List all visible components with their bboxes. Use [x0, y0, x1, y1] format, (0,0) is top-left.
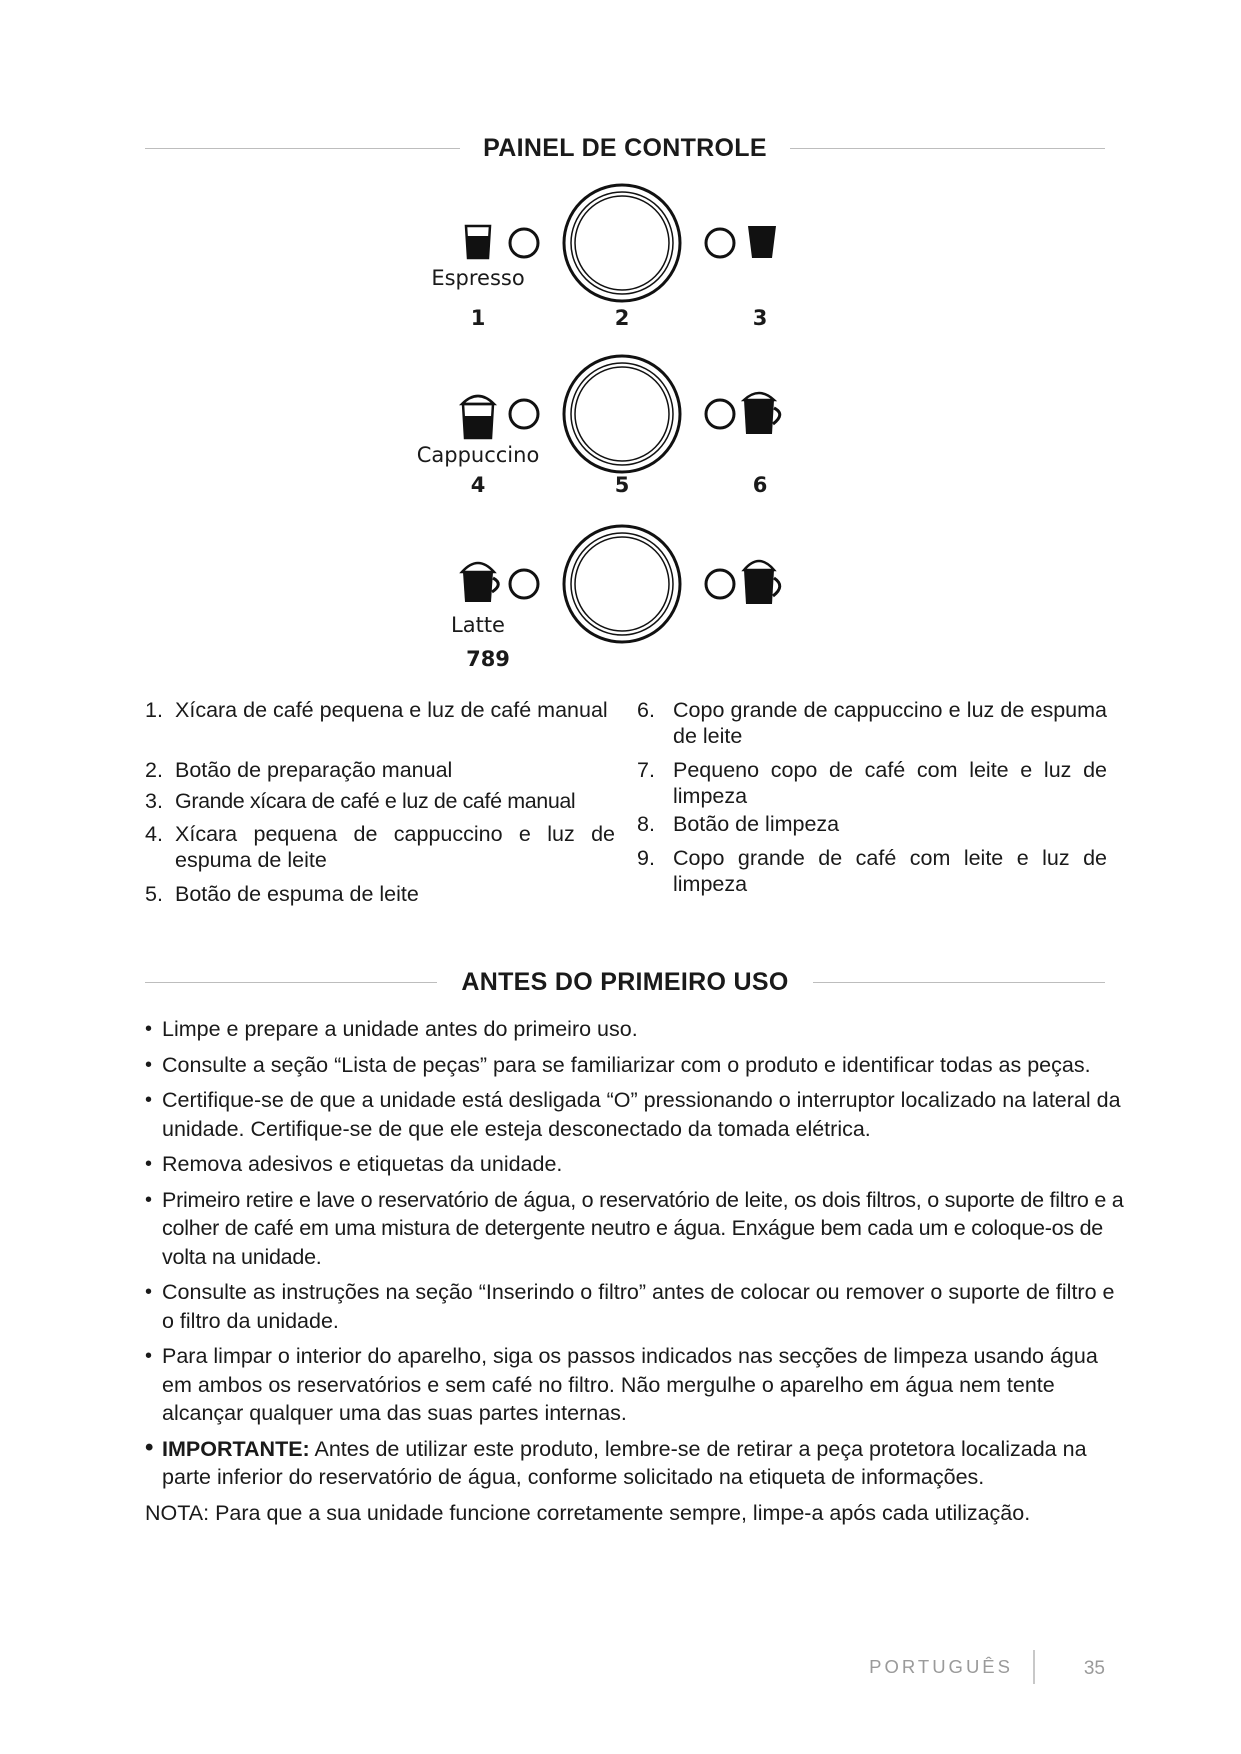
callout-number-2: 2 — [614, 306, 630, 330]
control-panel-title: PAINEL DE CONTROLE — [483, 134, 767, 162]
milk-foam-button[interactable] — [564, 356, 680, 472]
espresso-large-light — [706, 229, 734, 257]
small-latte-cup-icon — [462, 563, 498, 602]
espresso-small-light — [510, 229, 538, 257]
small-cappuccino-cup-icon — [462, 396, 494, 438]
latte-label: Latte — [451, 613, 505, 637]
list-item: • Consulte as instruções na seção “Inserindo o filtro” antes de colocar ou remover o suporte de filtro e o filtro da unidade. — [145, 1280, 1115, 1333]
callout-number-1: 1 — [470, 306, 486, 330]
legend-item-3: 3. Grande xícara de café e luz de café manual — [145, 789, 576, 813]
list-item: • Consulte a seção “Lista de peças” para se familiarizar com o produto e identificar todas as peças. — [145, 1052, 1091, 1077]
cappuccino-large-light — [706, 400, 734, 428]
footer-divider — [1033, 1650, 1035, 1684]
list-item: • Limpe e prepare a unidade antes do primeiro uso. — [145, 1017, 638, 1041]
legend-item-5: 5. Botão de espuma de leite — [145, 882, 419, 906]
large-cappuccino-cup-icon — [744, 393, 780, 434]
callout-number-6: 6 — [752, 473, 768, 497]
control-panel-diagram — [0, 0, 1241, 700]
latte-large-light — [706, 570, 734, 598]
list-item: • Primeiro retire e lave o reservatório de água, o reservatório de leite, os dois filtros, o suporte de filtro e a colher de café em uma mistura de detergente neutro e água. Enxágue bem cada um e coloque-os de volta na unidade. — [145, 1187, 1124, 1269]
page-number: 35 — [1083, 1658, 1105, 1679]
note: NOTA: Para que a sua unidade funcione corretamente sempre, limpe-a após cada utilização. — [145, 1500, 1031, 1525]
manual-brew-button[interactable] — [564, 185, 680, 301]
footer-language: PORTUGUÊS — [869, 1656, 1013, 1677]
legend-item-1: 1. Xícara de café pequena e luz de café manual — [145, 698, 608, 722]
important-notice: • IMPORTANTE: Antes de utilizar este produto, lembre-se de retirar a peça protetora localizada na parte inferior do reservatório de água, conforme solicitado na etiqueta de informações. — [145, 1433, 1087, 1489]
before-first-use-list — [145, 1015, 1130, 1534]
legend-item-4: 4. Xícara pequena de cappuccino e luz de espuma de leite — [145, 822, 615, 872]
list-item: • Certifique-se de que a unidade está desligada “O” pressionando o interruptor localizado na lateral da unidade. Certifique-se de que ele esteja desconectado da tomada elétrica. — [145, 1088, 1121, 1141]
callout-number-4: 4 — [470, 473, 486, 497]
cleaning-button[interactable] — [564, 526, 680, 642]
large-espresso-cup-icon — [748, 226, 776, 258]
cappuccino-small-light — [510, 400, 538, 428]
legend-item-7: 7. Pequeno copo de café com leite e luz de limpeza — [637, 758, 1107, 808]
espresso-label: Espresso — [431, 266, 525, 290]
page-footer — [860, 1650, 1105, 1690]
legend-item-6: 6. Copo grande de cappuccino e luz de espuma de leite — [637, 698, 1107, 748]
before-first-use-title: ANTES DO PRIMEIRO USO — [461, 968, 789, 996]
latte-small-light — [510, 570, 538, 598]
legend-item-8: 8. Botão de limpeza — [637, 812, 840, 836]
legend-item-2: 2. Botão de preparação manual — [145, 758, 453, 782]
callout-numbers-7-8-9: 789 — [466, 647, 510, 671]
before-first-use-header — [145, 962, 1105, 1002]
large-latte-cup-icon — [744, 561, 780, 604]
list-item: • Para limpar o interior do aparelho, siga os passos indicados nas secções de limpeza usando água em ambos os reservatórios e sem café no filtro. Não mergulhe o aparelho em água nem tente alcançar qualquer uma das suas partes internas. — [145, 1344, 1098, 1425]
list-item: • Remova adesivos e etiquetas da unidade. — [145, 1152, 563, 1176]
cappuccino-label: Cappuccino — [416, 443, 540, 467]
legend-item-9: 9. Copo grande de café com leite e luz de limpeza — [637, 846, 1107, 896]
callout-number-3: 3 — [752, 306, 768, 330]
callout-number-5: 5 — [614, 473, 630, 497]
small-espresso-cup-icon — [466, 226, 490, 258]
